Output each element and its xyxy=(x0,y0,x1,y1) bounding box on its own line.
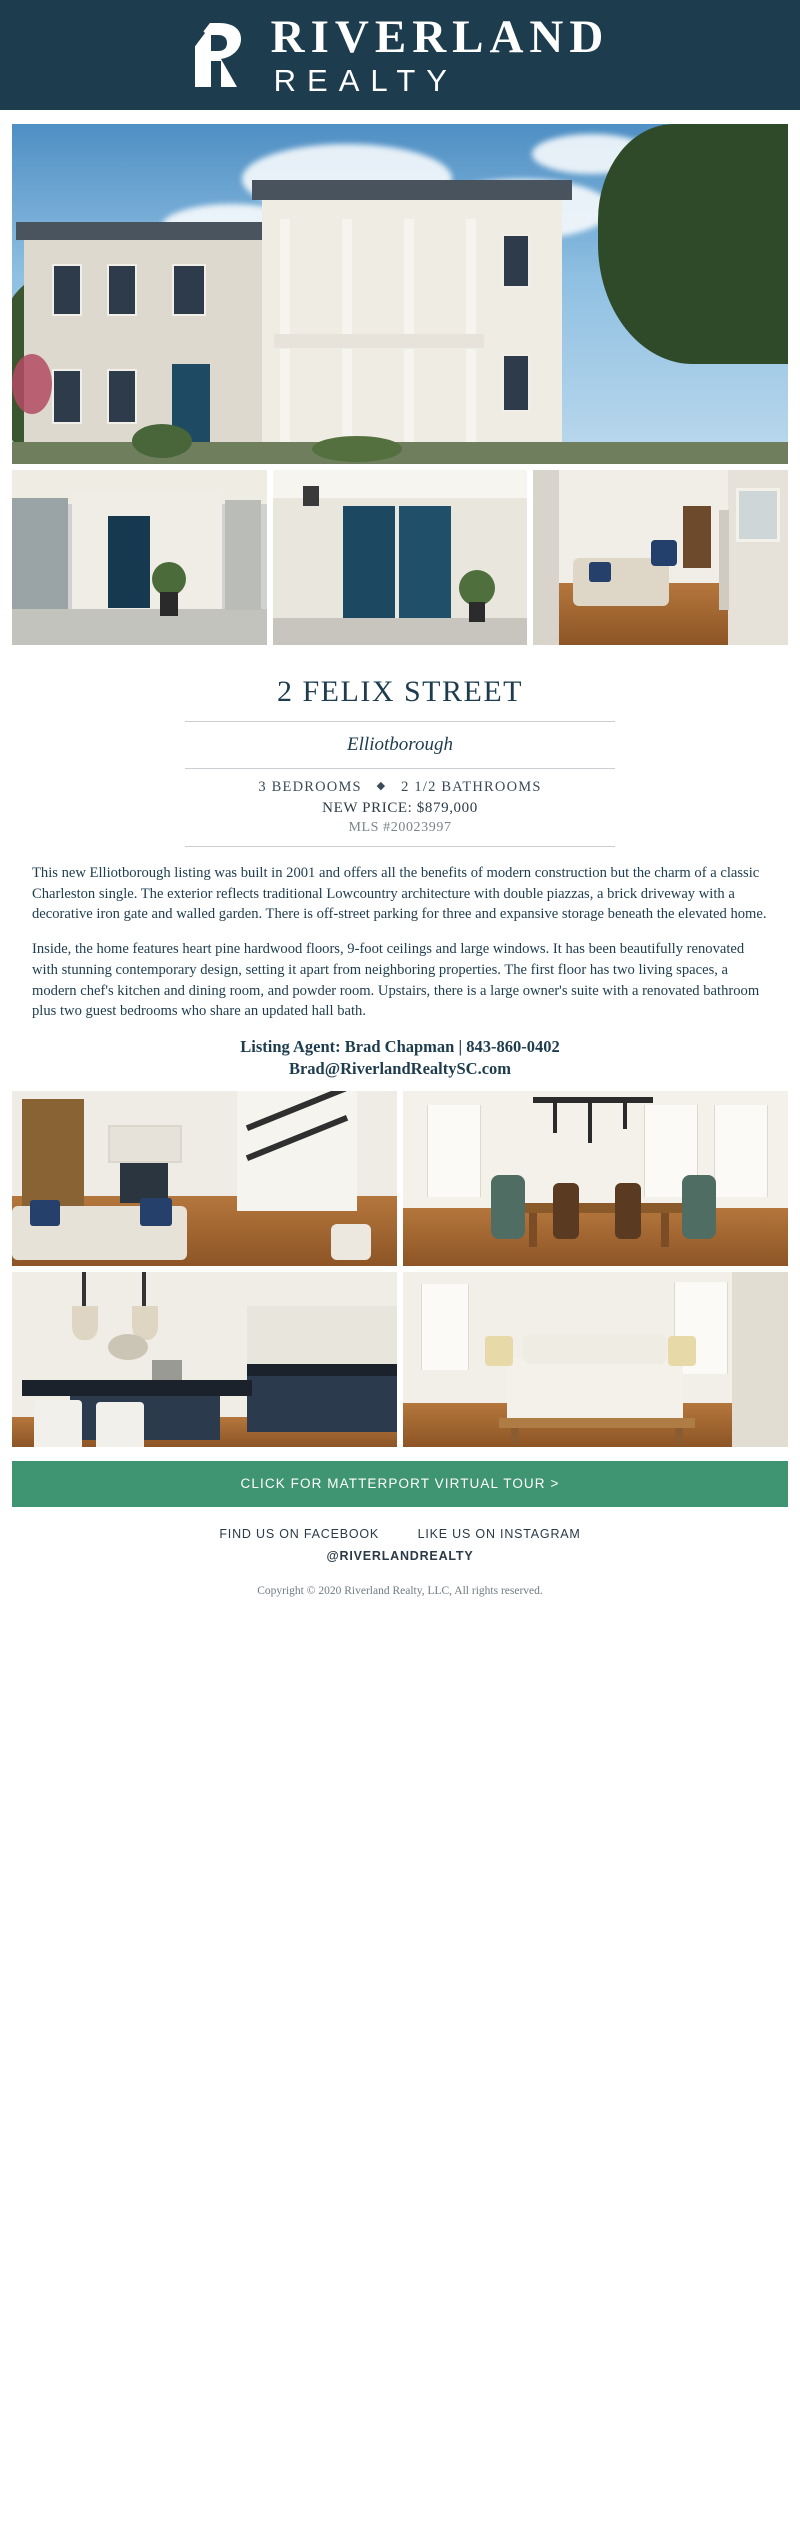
bedrooms-count: 3 BEDROOMS xyxy=(258,779,362,795)
social-handle[interactable]: @RIVERLANDREALTY xyxy=(326,1548,474,1563)
hero-photo-exterior xyxy=(12,124,788,464)
mls-number: MLS #20023997 xyxy=(348,820,452,835)
divider-mid xyxy=(185,768,615,769)
instagram-link[interactable]: LIKE US ON INSTAGRAM xyxy=(417,1526,581,1541)
description-paragraph-2: Inside, the home features heart pine hardwood floors, 9-foot ceilings and large windows. It has been beautifully renovated with stunning contemporary design, setting it apart from neighboring properties. The first floor has two living spaces, a modern chef's kitchen and dining room, and powder room. Upstairs, there is a large owner's suite with a renovated bathroom plus two guest bedrooms who share an updated hall bath. xyxy=(32,941,760,1020)
photo-dining-room xyxy=(403,1091,788,1266)
logo-line-1: RIVERLAND xyxy=(270,11,610,63)
photo-living-room-fireplace xyxy=(12,1091,397,1266)
agent-name-phone: Listing Agent: Brad Chapman | 843-860-0402 xyxy=(240,1037,560,1057)
brand-header xyxy=(0,0,800,110)
logo[interactable] xyxy=(191,11,610,98)
virtual-tour-button[interactable] xyxy=(12,1461,788,1507)
neighborhood-label: Elliotborough xyxy=(347,734,453,755)
agent-contact xyxy=(0,1036,800,1081)
facebook-link[interactable]: FIND US ON FACEBOOK xyxy=(219,1526,380,1541)
property-facts xyxy=(70,779,730,796)
photo-blue-double-doors xyxy=(273,470,528,645)
price-label: NEW PRICE: $879,000 xyxy=(322,800,478,816)
photo-row-2 xyxy=(12,1091,788,1447)
photo-gallery-bottom xyxy=(0,1091,800,1447)
description-paragraph-1: This new Elliotborough listing was built in 2001 and offers all the benefits of modern construction but the charm of a classic Charleston single. The exterior reflects traditional Lowcountry architecture with double piazzas, a brick driveway with a decorative iron gate and walled garden. There is off-street parking for three and expansive storage beneath the elevated home. xyxy=(32,865,767,923)
listing-description xyxy=(0,847,800,1022)
bathrooms-count: 2 1/2 BATHROOMS xyxy=(401,779,542,795)
logo-line-2: REALTY xyxy=(273,63,458,98)
virtual-tour-label: CLICK FOR MATTERPORT VIRTUAL TOUR > xyxy=(240,1476,560,1492)
agent-email[interactable]: Brad@RiverlandRealtySC.com xyxy=(288,1059,512,1079)
copyright-text: Copyright © 2020 Riverland Realty, LLC, All rights reserved. xyxy=(257,1584,543,1597)
photo-living-room xyxy=(533,470,788,645)
photo-gallery-top xyxy=(0,124,800,645)
photo-kitchen xyxy=(12,1272,397,1447)
r-monogram-icon xyxy=(191,19,257,91)
photo-row-1 xyxy=(12,470,788,645)
listing-details xyxy=(0,645,800,847)
page-title: 2 FELIX STREET xyxy=(277,675,523,708)
footer xyxy=(0,1507,800,1621)
photo-front-porch xyxy=(12,470,267,645)
social-links xyxy=(0,1527,800,1541)
diamond-separator-icon: ◆ xyxy=(376,780,387,792)
photo-bedroom xyxy=(403,1272,788,1447)
divider-top xyxy=(185,721,615,722)
